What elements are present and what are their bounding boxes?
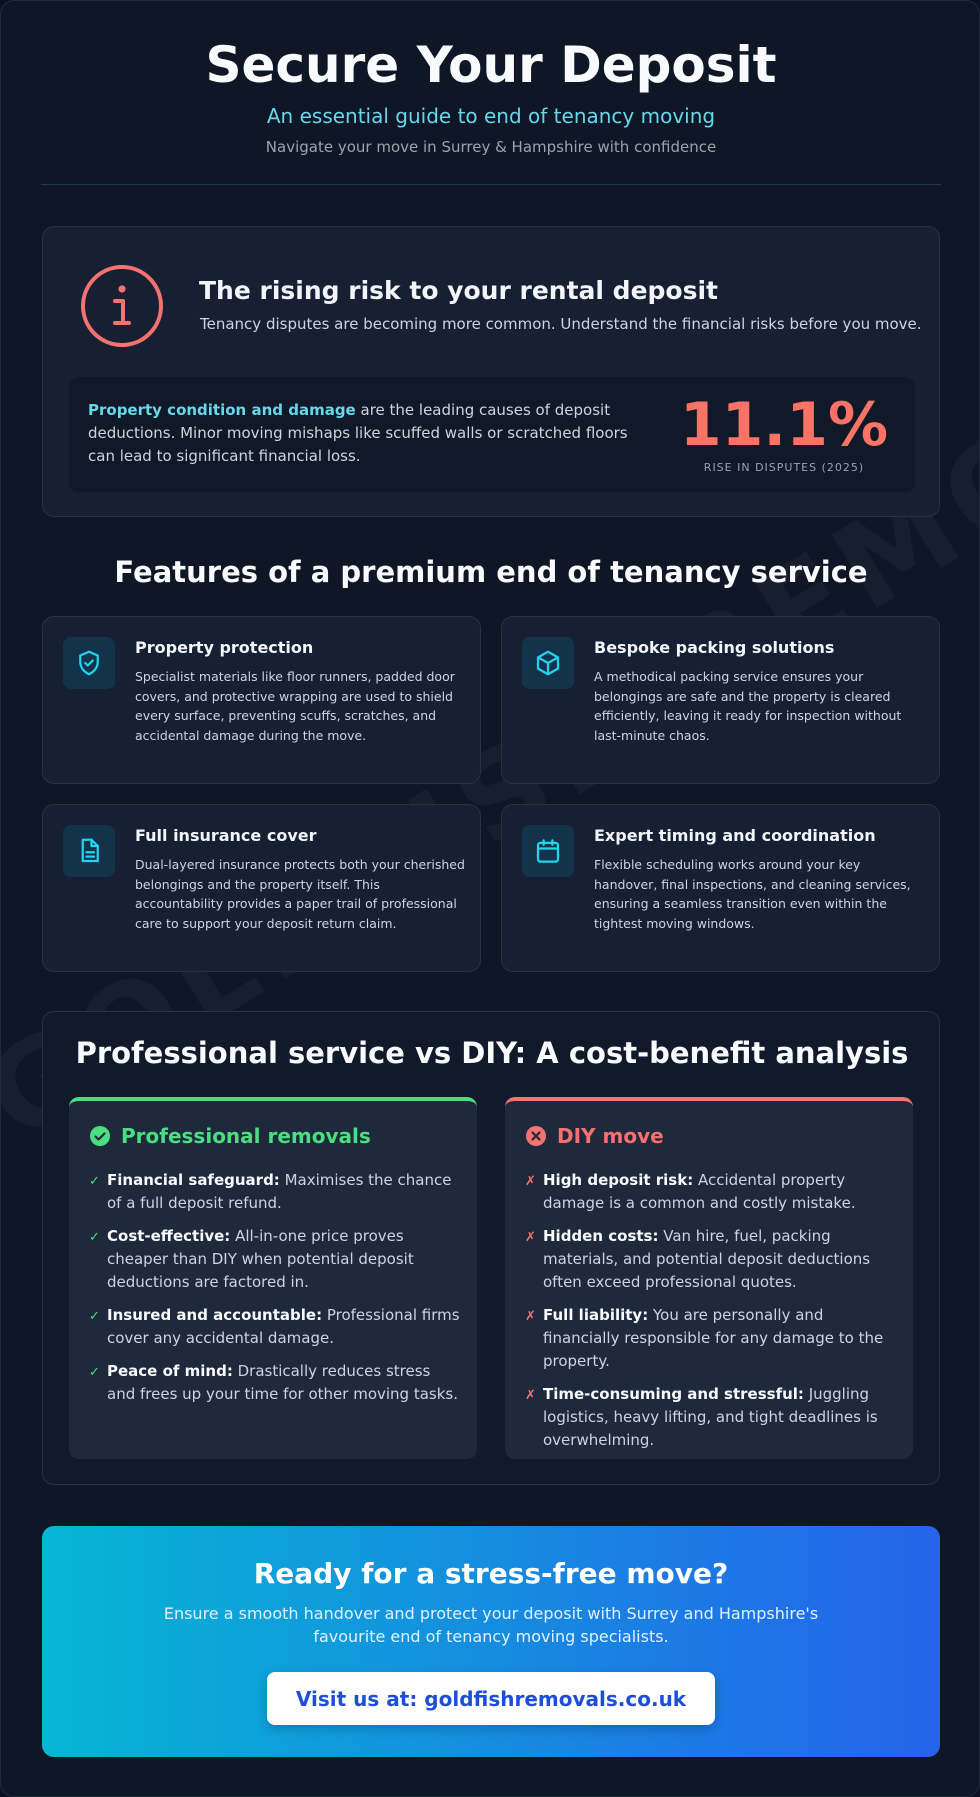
stat-value: 11.1% <box>679 390 889 460</box>
professional-list <box>89 1169 461 1416</box>
cross-icon: ✗ <box>525 1174 536 1189</box>
cta-title: Ready for a stress-free move? <box>253 1557 729 1590</box>
feature-card-insurance <box>42 804 481 972</box>
comparison-section <box>42 1011 940 1485</box>
risk-body: are the leading causes of deposit deductions. Minor moving mishaps like scuffed walls or scratched floors can lead to significant financial loss. <box>88 401 628 465</box>
risk-detail-panel <box>69 377 915 492</box>
diy-column <box>505 1097 913 1459</box>
page-subtitle: An essential guide to end of tenancy moving <box>266 104 716 128</box>
info-circle-icon <box>79 263 165 349</box>
check-icon: ✓ <box>89 1230 100 1245</box>
x-circle-icon <box>525 1125 547 1147</box>
list-item: ✓ Financial safeguard: Maximises the chance of a full deposit refund. <box>89 1171 452 1212</box>
list-item: ✗ High deposit risk: Accidental property damage is a common and costly mistake. <box>525 1171 856 1212</box>
diy-list <box>525 1169 897 1459</box>
list-item: ✗ Hidden costs: Van hire, fuel, packing materials, and potential deposit deductions often exceed professional quotes. <box>525 1227 871 1291</box>
risk-title: The rising risk to your rental deposit <box>199 276 718 305</box>
feature-text: Dual-layered insurance protects both your cherished belongings and the property itself. This accountability provides a paper trail of professional care to support your deposit return claim. <box>135 857 465 931</box>
feature-card-property-protection <box>42 616 481 784</box>
check-icon: ✓ <box>89 1365 100 1380</box>
list-item: ✗ Full liability: You are personally and financially responsible for any damage to the property. <box>525 1306 884 1370</box>
cta-banner <box>42 1526 940 1757</box>
box-icon <box>533 648 563 678</box>
check-icon: ✓ <box>89 1309 100 1324</box>
cta-text: Ensure a smooth handover and protect your deposit with Surrey and Hampshire's favourite end of tenancy moving specialists. <box>163 1604 819 1646</box>
diy-title: DIY move <box>557 1124 664 1148</box>
shield-check-icon <box>74 648 104 678</box>
feature-card-timing <box>501 804 940 972</box>
header-divider <box>41 184 941 185</box>
cross-icon: ✗ <box>525 1388 536 1403</box>
list-item: ✓ Insured and accountable: Professional firms cover any accidental damage. <box>89 1306 460 1347</box>
feature-text: Flexible scheduling works around your key handover, final inspections, and cleaning services, ensuring a seamless transition even within the tightest moving windows. <box>594 857 911 931</box>
list-item: ✓ Cost-effective: All-in-one price proves cheaper than DIY when potential deposit deductions are factored in. <box>89 1227 414 1291</box>
professional-title: Professional removals <box>121 1124 371 1148</box>
calendar-icon <box>533 836 563 866</box>
risk-description: Tenancy disputes are becoming more common. Understand the financial risks before you move. <box>200 315 922 333</box>
stat-label: RISE IN DISPUTES (2025) <box>703 461 865 474</box>
list-item: ✓ Peace of mind: Drastically reduces stress and frees up your time for other moving tasks. <box>89 1362 459 1403</box>
professional-column <box>69 1097 477 1459</box>
feature-text: A methodical packing service ensures your belongings are safe and the property is cleared efficiently, leaving it ready for inspection without last-minute chaos. <box>594 669 902 743</box>
comparison-title: Professional service vs DIY: A cost-benefit analysis <box>75 1036 909 1070</box>
feature-text: Specialist materials like floor runners, padded door covers, and protective wrapping are used to shield every surface, preventing scuffs, scratches, and accidental damage during the move. <box>135 669 455 743</box>
check-circle-icon <box>89 1125 111 1147</box>
cross-icon: ✗ <box>525 1230 536 1245</box>
risk-detail-text <box>88 399 628 468</box>
feature-title: Bespoke packing solutions <box>594 638 835 657</box>
document-icon <box>74 836 104 866</box>
visit-website-button[interactable]: Visit us at: goldfishremovals.co.uk <box>267 1672 715 1725</box>
page-tagline: Navigate your move in Surrey & Hampshire with confidence <box>265 138 717 156</box>
page-title: Secure Your Deposit <box>205 36 777 94</box>
features-title: Features of a premium end of tenancy service <box>114 555 868 589</box>
feature-title: Full insurance cover <box>135 826 317 845</box>
check-icon: ✓ <box>89 1174 100 1189</box>
list-item: ✗ Time-consuming and stressful: Juggling logistics, heavy lifting, and tight deadlines is overwhelming. <box>525 1385 878 1449</box>
feature-title: Property protection <box>135 638 314 657</box>
risk-highlight: Property condition and damage <box>88 401 356 419</box>
feature-card-bespoke-packing <box>501 616 940 784</box>
feature-title: Expert timing and coordination <box>594 826 876 845</box>
dispute-stat <box>674 391 894 475</box>
risk-card <box>42 226 940 517</box>
cross-icon: ✗ <box>525 1309 536 1324</box>
